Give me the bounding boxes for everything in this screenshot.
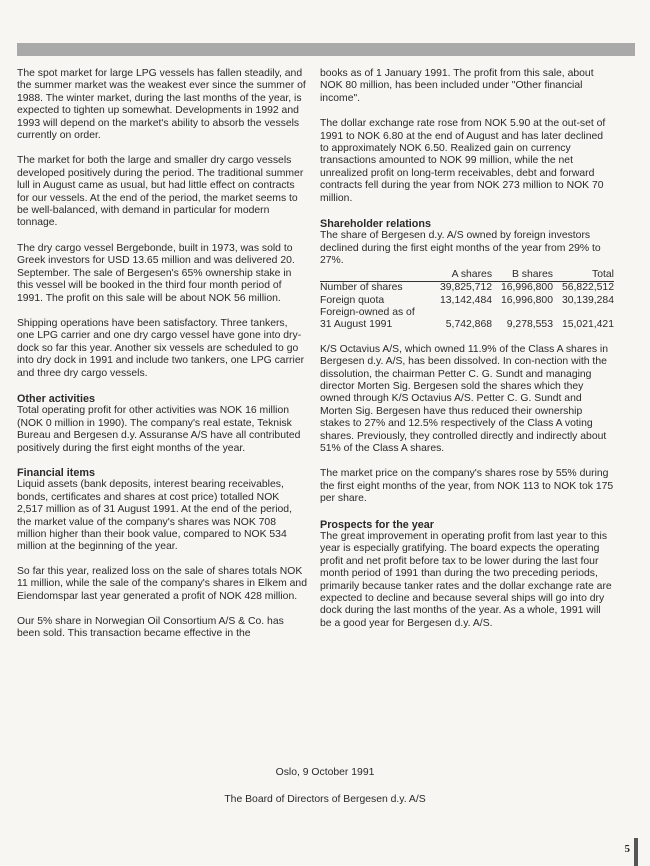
table-row xyxy=(320,319,614,331)
page-number: 5 xyxy=(624,843,630,855)
table-row xyxy=(320,295,614,307)
table-header-row xyxy=(320,269,614,282)
header-bar xyxy=(17,43,635,56)
paragraph-oil-consortium: Our 5% share in Norwegian Oil Consortium A/S & Co. has been sold. This transaction became effective in the xyxy=(17,616,284,640)
table-header-cell xyxy=(320,269,431,282)
table-cell: 13,142,484 xyxy=(440,294,493,306)
right-column xyxy=(320,68,614,643)
heading-financial-items: Financial items xyxy=(17,466,96,479)
paragraph-exchange-rate: The dollar exchange rate rose from NOK 5.90 at the out-set of 1991 to NOK 6.80 at the end of August and has later declined to approximately NOK 6.50. Realized gain on currency transactions amounted to NOK 99 million, while the net unrealized profit on long-term receivables, debt and forward contracts fell during the year from NOK 273 million to NOK 70 million. xyxy=(320,118,606,204)
table-cell: 30,139,284 xyxy=(561,294,614,306)
table-header-cell: Total xyxy=(553,269,614,282)
left-column xyxy=(17,68,307,654)
table-cell: Foreign quota xyxy=(320,294,385,306)
paragraph-octavius: K/S Octavius A/S, which owned 11.9% of the Class A shares in Bergesen d.y. A/S, has been dissolved. In con-nection with the dissolution, the chairman Petter C. G. Sundt and managing director Morten Sig. Bergesen sold the shares which they owned through K/S Octavius A/S. Petter C. G. Sundt and Morten Sig. Bergesen have thus reduced their ownership stakes to 27% and 12.5% respectively of the Class A voting shares. Previously, they controlled directly and indirectly about 51% of the Class A shares. xyxy=(320,343,609,454)
table-cell: 16,996,800 xyxy=(500,294,553,306)
heading-other-activities: Other activities xyxy=(17,392,96,405)
table-header-cell: B shares xyxy=(492,269,553,282)
page-edge-marker xyxy=(634,838,638,866)
section-financial-items xyxy=(17,467,307,554)
table-cell: 56,822,512 xyxy=(561,282,614,294)
paragraph-books: books as of 1 January 1991. The profit from this sale, about NOK 80 million, has been included under "Other financial income". xyxy=(320,68,594,104)
paragraph-realized-loss: So far this year, realized loss on the sale of shares totals NOK 11 million, while the sale of the company's shares in Elkem and Eiendomspar last year generated a profit of NOK 428 million. xyxy=(17,565,307,602)
paragraph-lpg-market: The spot market for large LPG vessels has fallen steadily, and the summer market was the weakest ever since the summer of 1988. The winter market, during the last months of the year, is expected to tighten up somewhat. Developments in 1992 and 1993 will depend on the market's ability to absorb the vessels currently on order. xyxy=(17,68,306,142)
table-cell: Foreign-owned as of xyxy=(320,306,415,318)
table-cell xyxy=(553,307,614,319)
signature-board: The Board of Directors of Bergesen d.y. A/S xyxy=(224,794,426,805)
table-cell: Number of shares xyxy=(320,282,403,294)
table-cell: 5,742,868 xyxy=(445,319,493,331)
table-row xyxy=(320,282,614,295)
paragraph-financial-items: Liquid assets (bank deposits, interest bearing receivables, bonds, certificates and shares at cost price) totalled NOK 2,517 million as of 31 August 1991. At the end of the period, the market value of the company's shares was NOK 708 million higher than their book value, compared to NOK 534 million at the beginning of the year. xyxy=(17,479,292,553)
table-cell: 16,996,800 xyxy=(500,282,553,294)
table-row xyxy=(320,307,614,319)
section-other-activities xyxy=(17,393,307,455)
table-cell: 31 August 1991 xyxy=(320,319,393,331)
heading-shareholder-relations: Shareholder relations xyxy=(320,218,432,231)
heading-prospects: Prospects for the year xyxy=(320,518,435,531)
table-cell xyxy=(431,307,492,319)
table-cell: 15,021,421 xyxy=(561,319,614,331)
signature-date: Oslo, 9 October 1991 xyxy=(275,767,375,778)
paragraph-prospects: The great improvement in operating profit from last year to this year is especially gratifying. The board expects the operating profit and net profit before tax to be lower during the last four month period of 1991 than during the two preceding periods, primarily because tanker rates and the dollar exchange rate are expected to decline and because several ships will go into dry dock during the last months of the year. As a whole, 1991 will be a good year for Bergesen d.y. A/S. xyxy=(320,531,612,629)
paragraph-shareholder-relations: The share of Bergesen d.y. A/S owned by foreign investors declined during the first eight months of the year from 29% to 27%. xyxy=(320,230,601,267)
paragraph-share-price: The market price on the company's shares rose by 55% during the first eight months of the year, from NOK 113 to NOK tok 175 per share. xyxy=(320,468,614,505)
paragraph-other-activities: Total operating profit for other activities was NOK 16 million (NOK 0 million in 1990). The company's real estate, Teknisk Bureau and Bergesen d.y. Assuranse A/S have all contributed positively during the first eight months of the year. xyxy=(17,405,301,454)
paragraph-bergebonde-sale: The dry cargo vessel Bergebonde, built in 1973, was sold to Greek investors for USD 13.65 million and was delivered 20. September. The sale of Bergesen's 65% ownership stake in this vessel will be booked in the third four month period of 1991. The profit on this sale will be about NOK 56 million. xyxy=(17,242,295,304)
table-cell: 9,278,553 xyxy=(506,319,553,331)
table-cell: 39,825,712 xyxy=(440,282,493,294)
table-header-cell: A shares xyxy=(431,269,492,282)
table-cell xyxy=(492,307,553,319)
paragraph-shipping-operations: Shipping operations have been satisfactory. Three tankers, one LPG carrier and one dry cargo vessel have gone into dry-dock so far this year. Another six vessels are scheduled to go into dry dock in 1991 and include two tankers, one LPG carrier and three dry cargo vessels. xyxy=(17,317,305,379)
shareholder-table xyxy=(320,269,614,332)
paragraph-dry-cargo-market: The market for both the large and smaller dry cargo vessels developed positively during the period. The traditional summer lull in August came as usual, but had little effect on contracts for our vessels. At the end of the period, the market seems to be well-balanced, with demand in particular for modern tonnage. xyxy=(17,155,304,229)
